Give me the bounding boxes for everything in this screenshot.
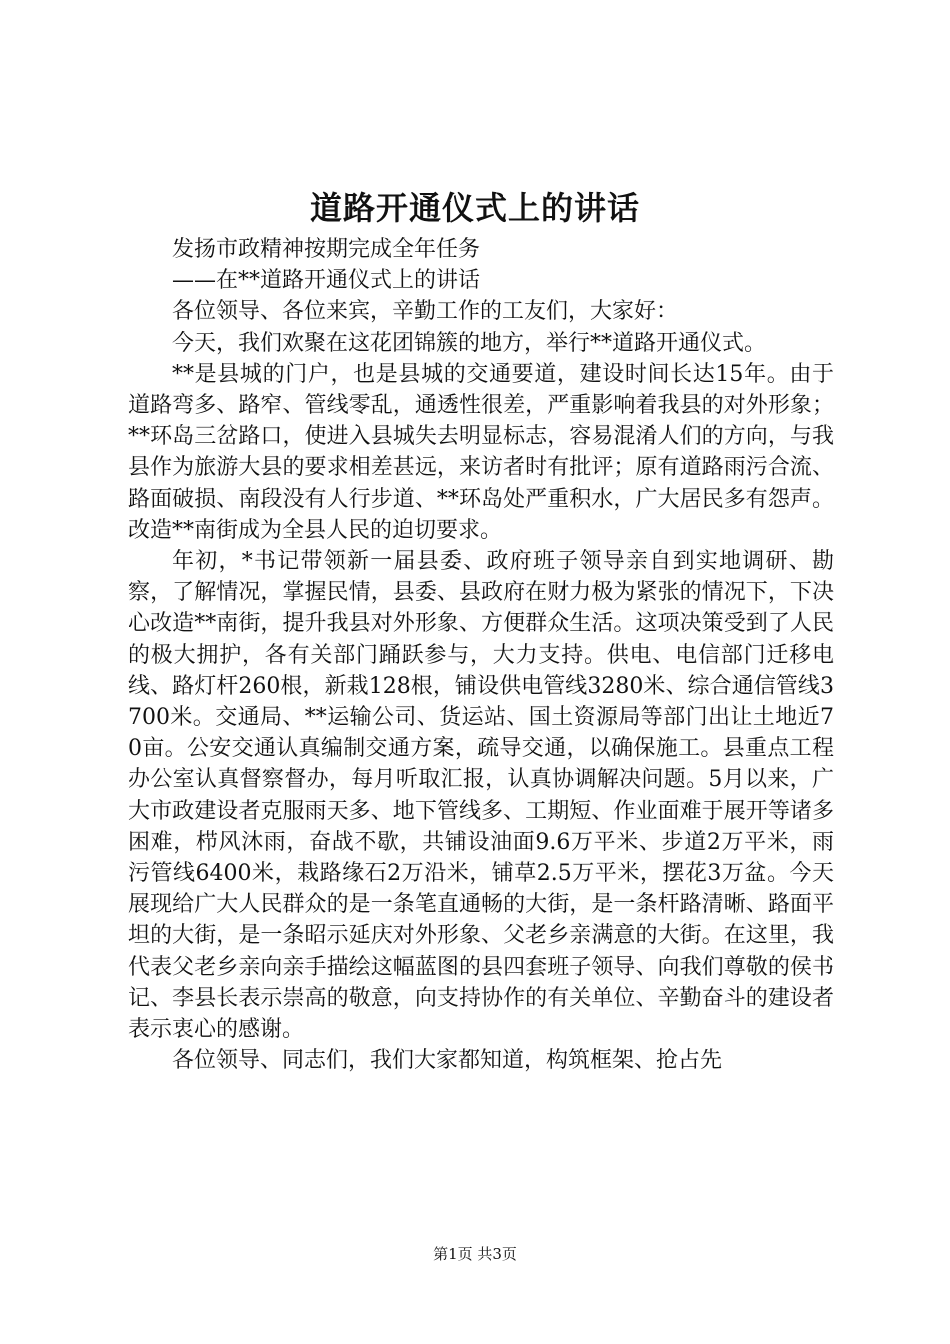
- body-paragraph: 各位领导、同志们，我们大家都知道，构筑框架、抢占先: [172, 1048, 723, 1074]
- body-paragraph: **是县城的门户，也是县城的交通要道，建设时间长达15年。由于道路弯多、路窄、管线零乱，通透性很差，严重影响着我县的对外形象；**环岛三岔路口，使进入县城失去明显标志，容易混淆人们的方向，与我县作为旅游大县的要求相差甚远，来访者时有批评；原有道路雨污合流、路面破损、南段没有人行步道、**环岛处严重积水，广大居民多有怨声。改造**南街成为全县人民的迫切要求。: [128, 361, 834, 543]
- greeting-paragraph: 各位领导、各位来宾，辛勤工作的工友们，大家好：: [172, 299, 679, 325]
- subtitle-line-2: ——在**道路开通仪式上的讲话: [172, 268, 481, 294]
- document-body: [128, 234, 834, 1076]
- document-title: 道路开通仪式上的讲话: [309, 189, 640, 227]
- subtitle-line: 发扬市政精神按期完成全年任务: [172, 237, 481, 262]
- body-paragraph: 今天，我们欢聚在这花团锦簇的地方，举行**道路开通仪式。: [172, 330, 767, 356]
- body-paragraph: 年初，*书记带领新一届县委、政府班子领导亲自到实地调研、勘察，了解情况，掌握民情，县委、县政府在财力极为紧张的情况下，下决心改造**南街，提升我县对外形象、方便群众生活。这项决策受到了人民的极大拥护，各有关部门踊跃参与，大力支持。供电、电信部门迁移电线、路灯杆260根，新栽128根，铺设供电管线3280米、综合通信管线3700米。交通局、**运输公司、货运站、国土资源局等部门出让土地近70亩。公安交通认真编制交通方案，疏导交通，以确保施工。县重点工程办公室认真督察督办，每月听取汇报，认真协调解决问题。5月以来，广大市政建设者克服雨天多、地下管线多、工期短、作业面难于展开等诸多困难，栉风沐雨，奋战不歇，共铺设油面9.6万平米、步道2万平米，雨污管线6400米，栽路缘石2万沿米，铺草2.5万平米，摆花3万盆。今天展现给广大人民群众的是一条笔直通畅的大街，是一条杆路清晰、路面平坦的大街，是一条昭示延庆对外形象、父老乡亲满意的大街。在这里，我代表父老乡亲向亲手描绘这幅蓝图的县四套班子领导、向我们尊敬的侯书记、李县长表示崇高的敬意，向支持协作的有关单位、辛勤奋斗的建设者表示衷心的感谢。: [128, 549, 834, 1043]
- page-number-footer: 第1页 共3页: [433, 1245, 517, 1263]
